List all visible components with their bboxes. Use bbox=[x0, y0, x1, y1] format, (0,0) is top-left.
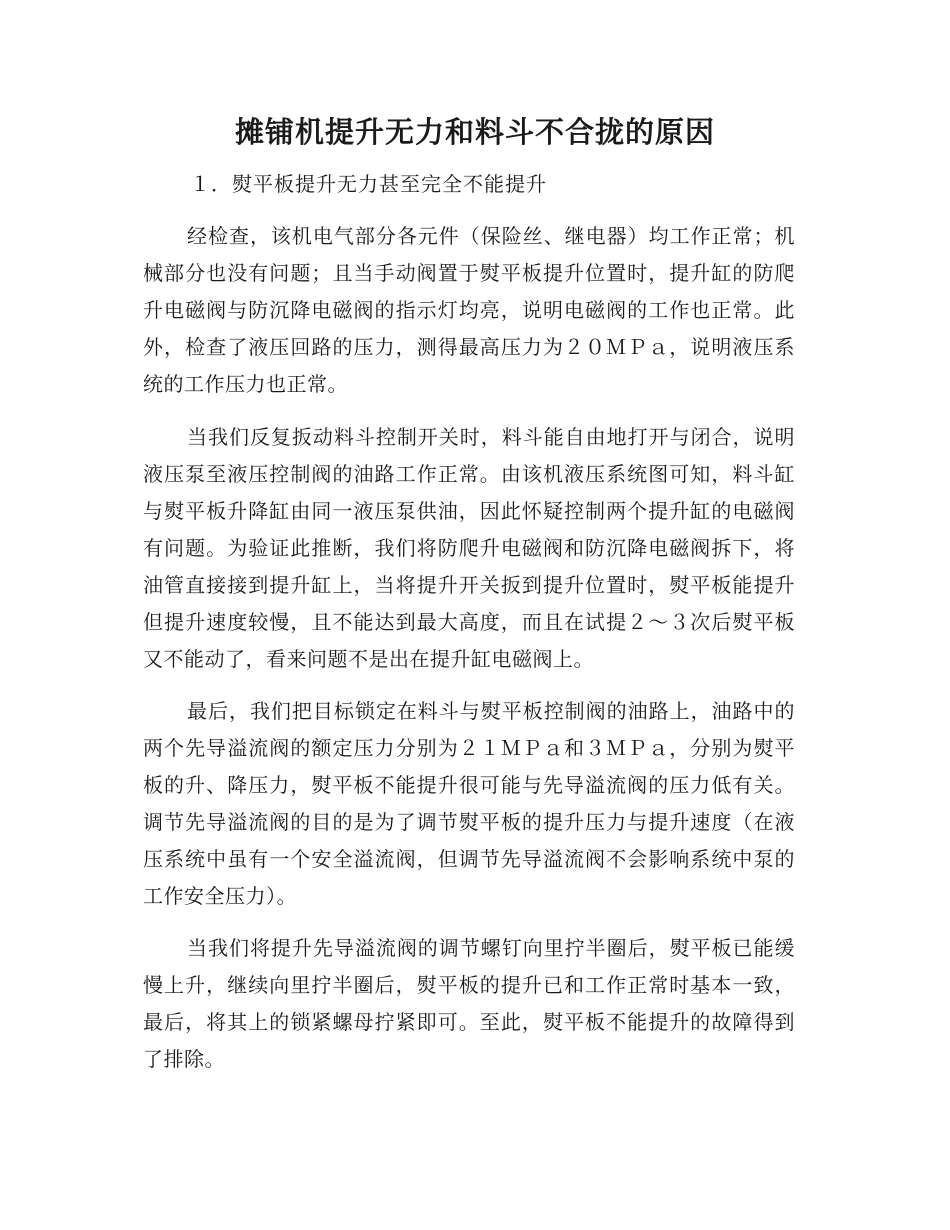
document-title: 摊铺机提升无力和料斗不合拢的原因 bbox=[234, 115, 715, 149]
paragraph-1: 经检查，该机电气部分各元件（保险丝、继电器）均工作正常；机械部分也没有问题；且当手动阀置于熨平板提升位置时，提升缸的防爬升电磁阀与防沉降电磁阀的指示灯均亮，说明电磁阀的工作也正常。此外，检查了液压回路的压力，测得最高压力为２０ＭＰａ，说明液压系统的工作压力也正常。 bbox=[143, 224, 795, 396]
paragraph-3: 最后，我们把目标锁定在料斗与熨平板控制阀的油路上，油路中的两个先导溢流阀的额定压力分别为２１ＭＰａ和３ＭＰａ，分别为熨平板的升、降压力，熨平板不能提升很可能与先导溢流阀的压力低有关。调节先导溢流阀的目的是为了调节熨平板的提升压力与提升速度（在液压系统中虽有一个安全溢流阀，但调节先导溢流阀不会影响系统中泵的工作安全压力）。 bbox=[143, 699, 795, 908]
paragraph-2: 当我们反复扳动料斗控制开关时，料斗能自由地打开与闭合，说明液压泵至液压控制阀的油路工作正常。由该机液压系统图可知，料斗缸与熨平板升降缸由同一液压泵供油，因此怀疑控制两个提升缸的电磁阀有问题。为验证此推断，我们将防爬升电磁阀和防沉降电磁阀拆下，将油管直接接到提升缸上，当将提升开关扳到提升位置时，熨平板能提升但提升速度较慢，且不能达到最大高度，而且在试提２～３次后熨平板又不能动了，看来问题不是出在提升缸电磁阀上。 bbox=[143, 425, 795, 671]
section-heading: １．熨平板提升无力甚至完全不能提升 bbox=[190, 172, 547, 196]
paragraph-4: 当我们将提升先导溢流阀的调节螺钉向里拧半圈后，熨平板已能缓慢上升，继续向里拧半圈后，熨平板的提升已和工作正常时基本一致，最后，将其上的锁紧螺母拧紧即可。至此，熨平板不能提升的故障得到了排除。 bbox=[143, 936, 795, 1071]
